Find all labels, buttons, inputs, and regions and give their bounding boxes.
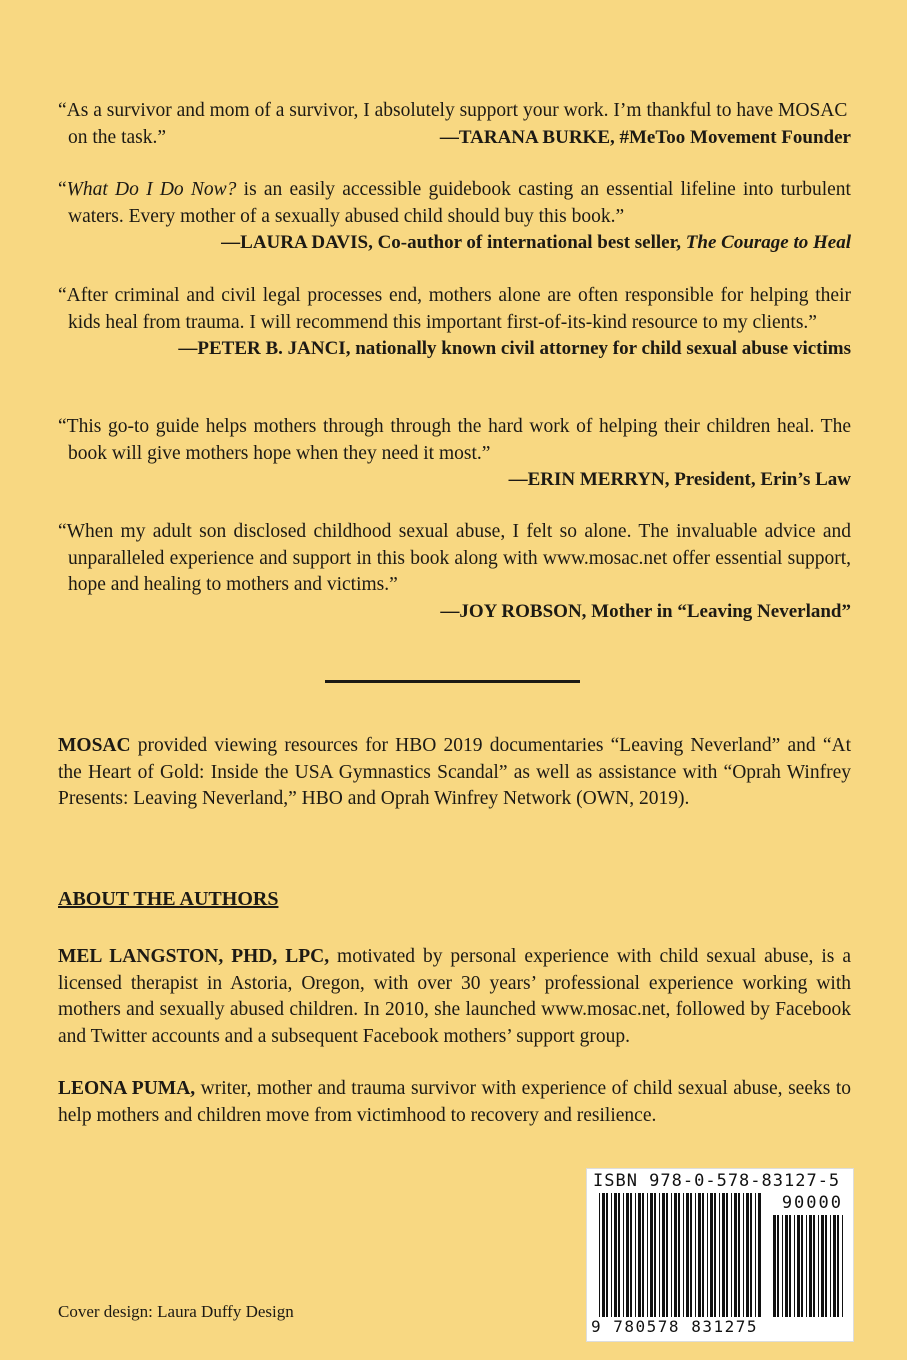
quote-body: is an easily accessible guidebook casting an essential lifeline into turbulent waters. Every mother of a sexually abused child should buy this book.”: [68, 179, 851, 227]
author-bio-langston: [58, 944, 851, 1050]
barcode-bar: [674, 1193, 677, 1317]
author-name: LEONA PUMA,: [58, 1078, 196, 1099]
barcode-bar: [825, 1215, 827, 1317]
barcode-bar: [842, 1215, 843, 1317]
barcode-bar: [821, 1215, 824, 1317]
attribution-book: The Courage to Heal: [685, 232, 851, 253]
barcode-bar: [714, 1193, 716, 1317]
barcode-bar: [719, 1193, 720, 1317]
cover-credit: Cover design: Laura Duffy Design: [58, 1302, 294, 1321]
barcode-bar: [813, 1215, 815, 1317]
barcode-bar: [782, 1215, 783, 1317]
quote-text: “After criminal and civil legal processes end, mothers alone are often responsible for helping their kids heal from trauma. I will recommend this important first-of-its-kind resource to my clients.”: [58, 285, 851, 333]
barcode-bar: [797, 1215, 800, 1317]
barcode-bar: [614, 1193, 617, 1317]
barcode-bar: [654, 1193, 656, 1317]
barcode-bar: [606, 1193, 608, 1317]
quote-attribution: —JOY ROBSON, Mother in “Leaving Neverland”: [440, 600, 851, 622]
quote-text: “This go-to guide helps mothers through through the hard work of helping their children heal. The book will give mothers hope when they need it most.”: [58, 416, 851, 464]
barcode-bar: [758, 1193, 761, 1317]
barcode-bar: [710, 1193, 713, 1317]
barcode-bar: [833, 1215, 836, 1317]
barcode-bar: [755, 1193, 756, 1317]
barcode-bar: [773, 1215, 776, 1317]
barcode-bar: [602, 1193, 605, 1317]
quote-text: “What Do I Do Now? is an easily accessible guidebook casting an essential lifeline into turbulent waters. Every mother of a sexually abused child should buy this book.”: [58, 179, 851, 227]
barcode-addon-bars: [773, 1215, 843, 1317]
barcode-bar: [794, 1215, 795, 1317]
barcode-bar: [618, 1193, 620, 1317]
quote-attribution: [58, 230, 851, 257]
barcode-bar: [746, 1193, 749, 1317]
barcode-bar: [638, 1193, 641, 1317]
quote-erin-merryn: [58, 414, 851, 494]
barcode-bar: [662, 1193, 665, 1317]
quote-tarana-burke: [58, 98, 851, 151]
mosac-lead: MOSAC: [58, 735, 131, 756]
author-bio-puma: [58, 1076, 851, 1129]
barcode-bar: [599, 1193, 600, 1317]
barcode-bar: [678, 1193, 680, 1317]
barcode-bar: [666, 1193, 668, 1317]
mosac-text: provided viewing resources for HBO 2019 documentaries “Leaving Neverland” and “At the Heart of Gold: Inside the USA Gymnastics Scandal” as well as assistance with “Oprah Winfrey Presents: Leaving Neverland,” HBO and Oprah Winfrey Network (OWN, 2019).: [58, 735, 851, 809]
quote-attribution: —TARANA BURKE, #MeToo Movement Founder: [439, 126, 851, 148]
quote-text: “As a survivor and mom of a survivor, I absolutely support your work. I’m thankful to have MOSAC on the task.”: [58, 100, 848, 148]
barcode-bar: [642, 1193, 644, 1317]
barcode-bar: [702, 1193, 704, 1317]
barcode-bar: [734, 1193, 737, 1317]
barcode-bar: [777, 1215, 779, 1317]
author-name: MEL LANGSTON, PHD, LPC,: [58, 946, 330, 967]
isbn-barcode: [586, 1168, 854, 1342]
author-bio-text: writer, mother and trauma survivor with experience of child sexual abuse, seeks to help mothers and children move from victimhood to recovery and resilience.: [58, 1078, 851, 1126]
isbn-label: ISBN 978-0-578-83127-5: [593, 1171, 841, 1191]
barcode-bar: [830, 1215, 831, 1317]
barcode-bar: [806, 1215, 807, 1317]
about-heading: ABOUT THE AUTHORS: [58, 888, 279, 910]
barcode-bar: [837, 1215, 839, 1317]
barcode-bar: [686, 1193, 689, 1317]
quote-attribution: —PETER B. JANCI, nationally known civil attorney for child sexual abuse victims: [178, 338, 851, 359]
barcode-bar: [698, 1193, 701, 1317]
book-title: What Do I Do Now?: [66, 179, 237, 200]
barcode-bar: [671, 1193, 672, 1317]
barcode-main-bars: [599, 1193, 761, 1317]
barcode-bar: [630, 1193, 632, 1317]
barcode-bar: [659, 1193, 660, 1317]
quote-attribution: —ERIN MERRYN, President, Erin’s Law: [508, 469, 851, 490]
quote-peter-janci: [58, 283, 851, 363]
barcode-bar: [623, 1193, 624, 1317]
attribution-name: —LAURA DAVIS, Co-author of international best seller,: [221, 232, 686, 253]
barcode-bar: [626, 1193, 629, 1317]
barcode-digits: 9 780578 831275: [591, 1317, 758, 1336]
author-bio-text: motivated by personal experience with child sexual abuse, is a licensed therapist in Astoria, Oregon, with over 30 years’ professional experience working with mothers and sexually abused children. In 2010, she launched www.mosac.net, followed by Facebook and Twitter accounts and a subsequent Facebook mothers’ support group.: [58, 946, 851, 1047]
barcode-bars: [591, 1193, 849, 1317]
barcode-bar: [743, 1193, 744, 1317]
barcode-bar: [695, 1193, 696, 1317]
barcode-bar: [818, 1215, 819, 1317]
barcode-bar: [731, 1193, 732, 1317]
barcode-bar: [707, 1193, 708, 1317]
barcode-bar: [809, 1215, 812, 1317]
barcode-bar: [801, 1215, 803, 1317]
barcode-bar: [738, 1193, 740, 1317]
quote-text: “When my adult son disclosed childhood sexual abuse, I felt so alone. The invaluable advice and unparalleled experience and support in this book along with www.mosac.net offer essential support, hope and healing to mothers and victims.”: [58, 521, 851, 595]
barcode-bar: [647, 1193, 648, 1317]
price-addon: 90000: [781, 1193, 843, 1213]
quote-laura-davis: [58, 177, 851, 257]
barcode-bar: [789, 1215, 791, 1317]
barcode-bar: [690, 1193, 692, 1317]
barcode-bar: [750, 1193, 752, 1317]
barcode-bar: [785, 1215, 788, 1317]
barcode-bar: [722, 1193, 725, 1317]
barcode-bar: [650, 1193, 653, 1317]
divider: [325, 680, 580, 683]
mosac-note: [58, 733, 851, 813]
barcode-bar: [635, 1193, 636, 1317]
barcode-bar: [611, 1193, 612, 1317]
barcode-bar: [683, 1193, 684, 1317]
quote-joy-robson: [58, 519, 851, 625]
barcode-bar: [726, 1193, 728, 1317]
